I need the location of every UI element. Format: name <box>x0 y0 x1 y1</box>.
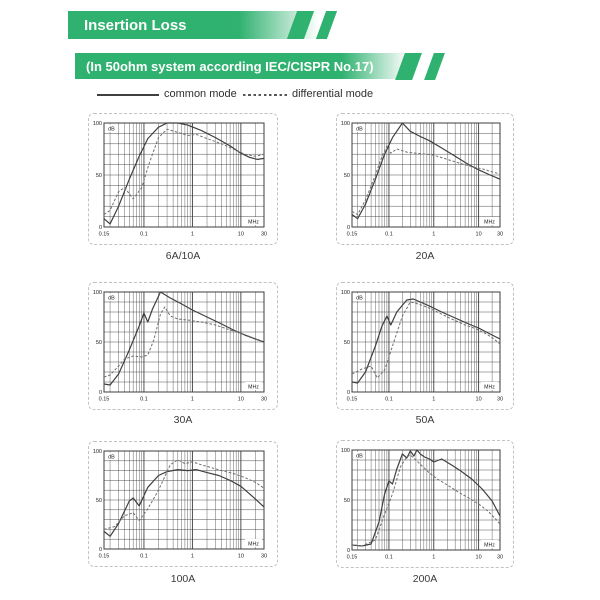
svg-text:50: 50 <box>343 498 350 504</box>
chart-caption: 30A <box>173 414 193 426</box>
svg-text:MHz: MHz <box>248 384 259 391</box>
svg-text:1: 1 <box>432 396 436 403</box>
svg-text:dB: dB <box>356 295 363 302</box>
svg-text:10: 10 <box>475 396 482 403</box>
svg-text:1: 1 <box>190 231 194 238</box>
svg-text:30: 30 <box>260 553 268 560</box>
svg-text:dB: dB <box>108 454 115 461</box>
common-mode-line-swatch <box>97 94 159 96</box>
chart-caption: 200A <box>412 573 438 585</box>
svg-text:100: 100 <box>92 121 102 127</box>
page-subtitle <box>75 53 408 79</box>
svg-text:10: 10 <box>237 396 244 403</box>
chart-200a <box>336 440 514 568</box>
common-mode-label: common mode <box>164 88 237 100</box>
chart-canvas <box>89 442 277 566</box>
svg-text:dB: dB <box>108 126 115 133</box>
chart-canvas <box>337 441 513 567</box>
svg-text:100: 100 <box>340 290 350 296</box>
differential-mode-line-swatch <box>243 94 288 96</box>
svg-text:100: 100 <box>340 448 350 454</box>
svg-text:0.15: 0.15 <box>346 554 358 561</box>
svg-text:0.1: 0.1 <box>385 554 393 561</box>
svg-text:50: 50 <box>95 173 102 179</box>
svg-text:0.1: 0.1 <box>385 396 393 403</box>
chart-caption: 6A/10A <box>165 250 201 262</box>
chart-canvas <box>337 283 513 409</box>
chart-50a <box>336 282 514 410</box>
svg-text:0.15: 0.15 <box>346 231 358 238</box>
chart-6a-10a <box>88 113 278 245</box>
svg-text:0: 0 <box>346 548 350 554</box>
svg-text:10: 10 <box>237 553 244 560</box>
svg-text:1: 1 <box>190 396 194 403</box>
chart-20a <box>336 113 514 245</box>
svg-text:dB: dB <box>356 126 363 133</box>
svg-text:0.1: 0.1 <box>140 553 148 560</box>
svg-text:0.15: 0.15 <box>346 396 358 403</box>
banner-slash-icon <box>424 53 445 80</box>
svg-text:0: 0 <box>98 390 102 396</box>
svg-text:MHz: MHz <box>248 541 259 548</box>
svg-text:1: 1 <box>432 231 436 238</box>
svg-text:0.15: 0.15 <box>98 396 110 403</box>
svg-text:MHz: MHz <box>248 219 259 226</box>
svg-text:100: 100 <box>92 290 102 296</box>
svg-text:0.15: 0.15 <box>98 231 110 238</box>
svg-text:10: 10 <box>475 554 482 561</box>
chart-caption: 100A <box>170 573 196 585</box>
svg-text:0.1: 0.1 <box>140 231 148 238</box>
svg-text:50: 50 <box>95 340 102 346</box>
chart-100a <box>88 441 278 567</box>
svg-text:10: 10 <box>475 231 482 238</box>
svg-text:MHz: MHz <box>484 219 495 226</box>
svg-text:1: 1 <box>432 554 436 561</box>
svg-text:30: 30 <box>260 396 268 403</box>
page-title-text: Insertion Loss <box>84 16 187 34</box>
chart-30a <box>88 282 278 410</box>
svg-text:0: 0 <box>346 390 350 396</box>
svg-text:dB: dB <box>108 295 115 302</box>
svg-text:30: 30 <box>496 554 504 561</box>
chart-caption: 20A <box>415 250 435 262</box>
chart-canvas <box>89 114 277 244</box>
svg-text:50: 50 <box>343 173 350 179</box>
svg-text:MHz: MHz <box>484 542 495 549</box>
page-title <box>68 11 319 39</box>
banner-slash-icon <box>316 11 337 39</box>
svg-text:1: 1 <box>190 553 194 560</box>
svg-text:0.15: 0.15 <box>98 553 110 560</box>
svg-text:100: 100 <box>340 121 350 127</box>
svg-text:30: 30 <box>496 396 504 403</box>
svg-text:0: 0 <box>98 225 102 231</box>
chart-caption: 50A <box>415 414 435 426</box>
differential-mode-label: differential mode <box>292 88 374 100</box>
svg-text:10: 10 <box>237 231 244 238</box>
svg-text:100: 100 <box>92 449 102 455</box>
chart-canvas <box>89 283 277 409</box>
chart-canvas <box>337 114 513 244</box>
page-subtitle-text: (In 50ohm system according IEC/CISPR No.17) <box>86 58 374 74</box>
svg-text:dB: dB <box>356 453 363 460</box>
svg-text:0.1: 0.1 <box>140 396 148 403</box>
svg-text:50: 50 <box>343 340 350 346</box>
svg-text:30: 30 <box>496 231 504 238</box>
svg-text:50: 50 <box>95 498 102 504</box>
svg-text:0: 0 <box>346 225 350 231</box>
svg-text:0.1: 0.1 <box>385 231 393 238</box>
svg-text:0: 0 <box>98 547 102 553</box>
svg-text:MHz: MHz <box>484 384 495 391</box>
svg-text:30: 30 <box>260 231 268 238</box>
